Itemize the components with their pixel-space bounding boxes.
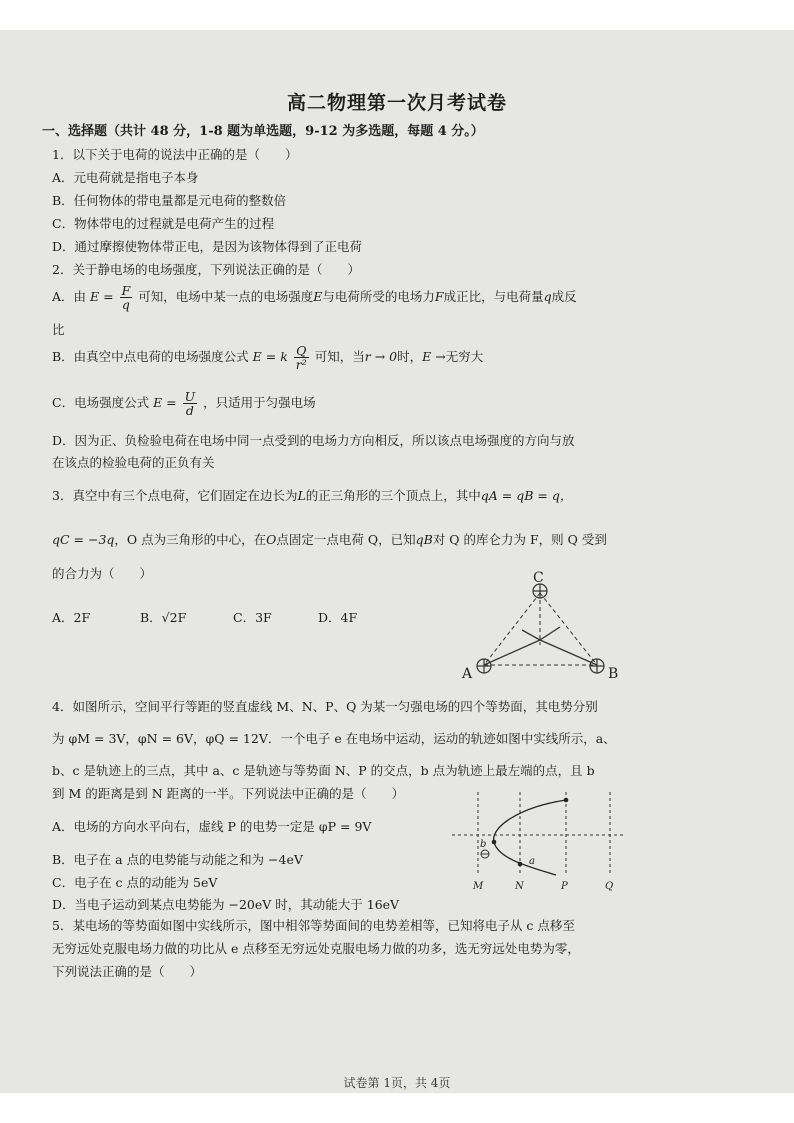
line-label-p: P bbox=[561, 881, 568, 892]
vertex-label-b: B bbox=[608, 666, 619, 682]
q3-option-a: A．2F bbox=[52, 610, 91, 625]
q2-option-a: A．由 E = $\frac{F}{q}$ 可知，电场中某一点的电场强度E与电荷所受的电场力F成正比，与电荷量q成反 bbox=[52, 283, 577, 312]
charge-a-icon bbox=[477, 659, 491, 673]
q4-line2: 为 φM = 3V，φN = 6V，φQ = 12V．一个电子 e 在电场中运动，运动的轨迹如图中实线所示，a、 bbox=[52, 731, 616, 746]
q1-stem: 1．以下关于电荷的说法中正确的是（ ） bbox=[52, 147, 298, 162]
line-label-q: Q bbox=[605, 881, 614, 892]
page-footer: 试卷第 1页，共 4页 bbox=[343, 1076, 451, 1090]
charge-c-icon bbox=[533, 584, 547, 598]
q3-option-b: B．√2F bbox=[140, 610, 187, 625]
force-lines bbox=[484, 627, 597, 665]
q5-line2: 无穷远处克服电场力做的功比从 e 点移至无穷远处克服电场力做的功多，选无穷远处电势为零， bbox=[52, 941, 580, 956]
section-heading: 一、选择题（共计 48 分，1-8 题为单选题，9-12 为多选题，每题 4 分。） bbox=[42, 124, 484, 139]
formula-fraction: $\frac{Q}{\text{r²}}$ bbox=[295, 343, 307, 372]
charge-b-icon bbox=[590, 659, 604, 673]
point-b-dot bbox=[492, 840, 497, 845]
equipotential-figure bbox=[450, 787, 630, 892]
q3-line2: qC = −3q，O 点为三角形的中心，在O点固定一点电荷 Q，已知qB对 Q 的库仑力为 F，则 Q 受到 bbox=[52, 532, 607, 547]
q2-option-d-line2: 在该点的检验电荷的正负有关 bbox=[52, 455, 215, 470]
q5-line3: 下列说法正确的是（ ） bbox=[52, 964, 203, 979]
q3-option-d: D．4F bbox=[318, 610, 358, 625]
q4-option-d: D．当电子运动到某点电势能为 −20eV 时，其动能大于 16eV bbox=[52, 897, 400, 912]
q1-option-c: C．物体带电的过程就是电荷产生的过程 bbox=[52, 216, 275, 231]
q1-option-d: D．通过摩擦使物体带正电，是因为该物体得到了正电荷 bbox=[52, 239, 363, 254]
triangle-dashed-edges bbox=[484, 593, 597, 665]
q2-option-a-cont: 比 bbox=[52, 322, 65, 337]
triangle-charge-figure bbox=[460, 565, 640, 685]
point-label-a: a bbox=[529, 856, 535, 867]
q4-option-a: A．电场的方向水平向右，虚线 P 的电势一定是 φP = 9V bbox=[52, 819, 372, 834]
q5-line1: 5．某电场的等势面如图中实线所示，图中相邻等势面间的电势差相等，已知将电子从 c 点移至 bbox=[52, 918, 575, 933]
point-a-dot bbox=[518, 862, 523, 867]
exam-paper bbox=[0, 30, 794, 1093]
vertex-label-a: A bbox=[462, 666, 473, 682]
q1-option-a: A．元电荷就是指电子本身 bbox=[52, 170, 199, 185]
q2-stem: 2．关于静电场的电场强度，下列说法正确的是（ ） bbox=[52, 262, 360, 277]
q3-line1: 3．真空中有三个点电荷，它们固定在边长为L的正三角形的三个顶点上，其中qA = qB = q， bbox=[52, 488, 573, 503]
line-label-n: N bbox=[515, 881, 524, 892]
q3-line3: 的合力为（ ） bbox=[52, 566, 153, 581]
formula-fraction: $\frac{U}{d}$ bbox=[184, 389, 196, 418]
formula-fraction: $\frac{F}{q}$ bbox=[121, 283, 131, 312]
point-label-b: b bbox=[480, 839, 487, 850]
q2-option-b: B．由真空中点电荷的电场强度公式 E = k $\frac{Q}{\text{r²}}$ 可知，当r → 0时，E →无穷大 bbox=[52, 343, 484, 372]
q4-option-b: B．电子在 a 点的电势能与动能之和为 −4eV bbox=[52, 852, 303, 867]
q4-line3: b、c 是轨迹上的三点，其中 a、c 是轨迹与等势面 N、P 的交点，b 点为轨迹上最左端的点，且 b bbox=[52, 763, 595, 778]
line-label-m: M bbox=[473, 881, 484, 892]
q4-line4: 到 M 的距离是到 N 距离的一半。下列说法中正确的是（ ） bbox=[52, 786, 405, 801]
q4-line1: 4．如图所示，空间平行等距的竖直虚线 M、N、P、Q 为某一匀强电场的四个等势面，其电势分别 bbox=[52, 699, 598, 714]
page-title: 高二物理第一次月考试卷 bbox=[286, 92, 507, 114]
q3-option-c: C．3F bbox=[233, 610, 272, 625]
electron-icon bbox=[481, 850, 489, 858]
q1-option-b: B．任何物体的带电量都是元电荷的整数倍 bbox=[52, 193, 287, 208]
point-c-dot bbox=[564, 798, 569, 803]
q4-option-c: C．电子在 c 点的动能为 5eV bbox=[52, 875, 218, 890]
vertex-label-c: C bbox=[533, 570, 544, 586]
q2-option-c: C．电场强度公式 E = $\frac{U}{d}$ ，只适用于匀强电场 bbox=[52, 389, 316, 418]
equipotential-dashed-lines bbox=[452, 792, 625, 875]
q2-option-d-line1: D．因为正、负检验电荷在电场中同一点受到的电场力方向相反，所以该点电场强度的方向与放 bbox=[52, 433, 575, 448]
